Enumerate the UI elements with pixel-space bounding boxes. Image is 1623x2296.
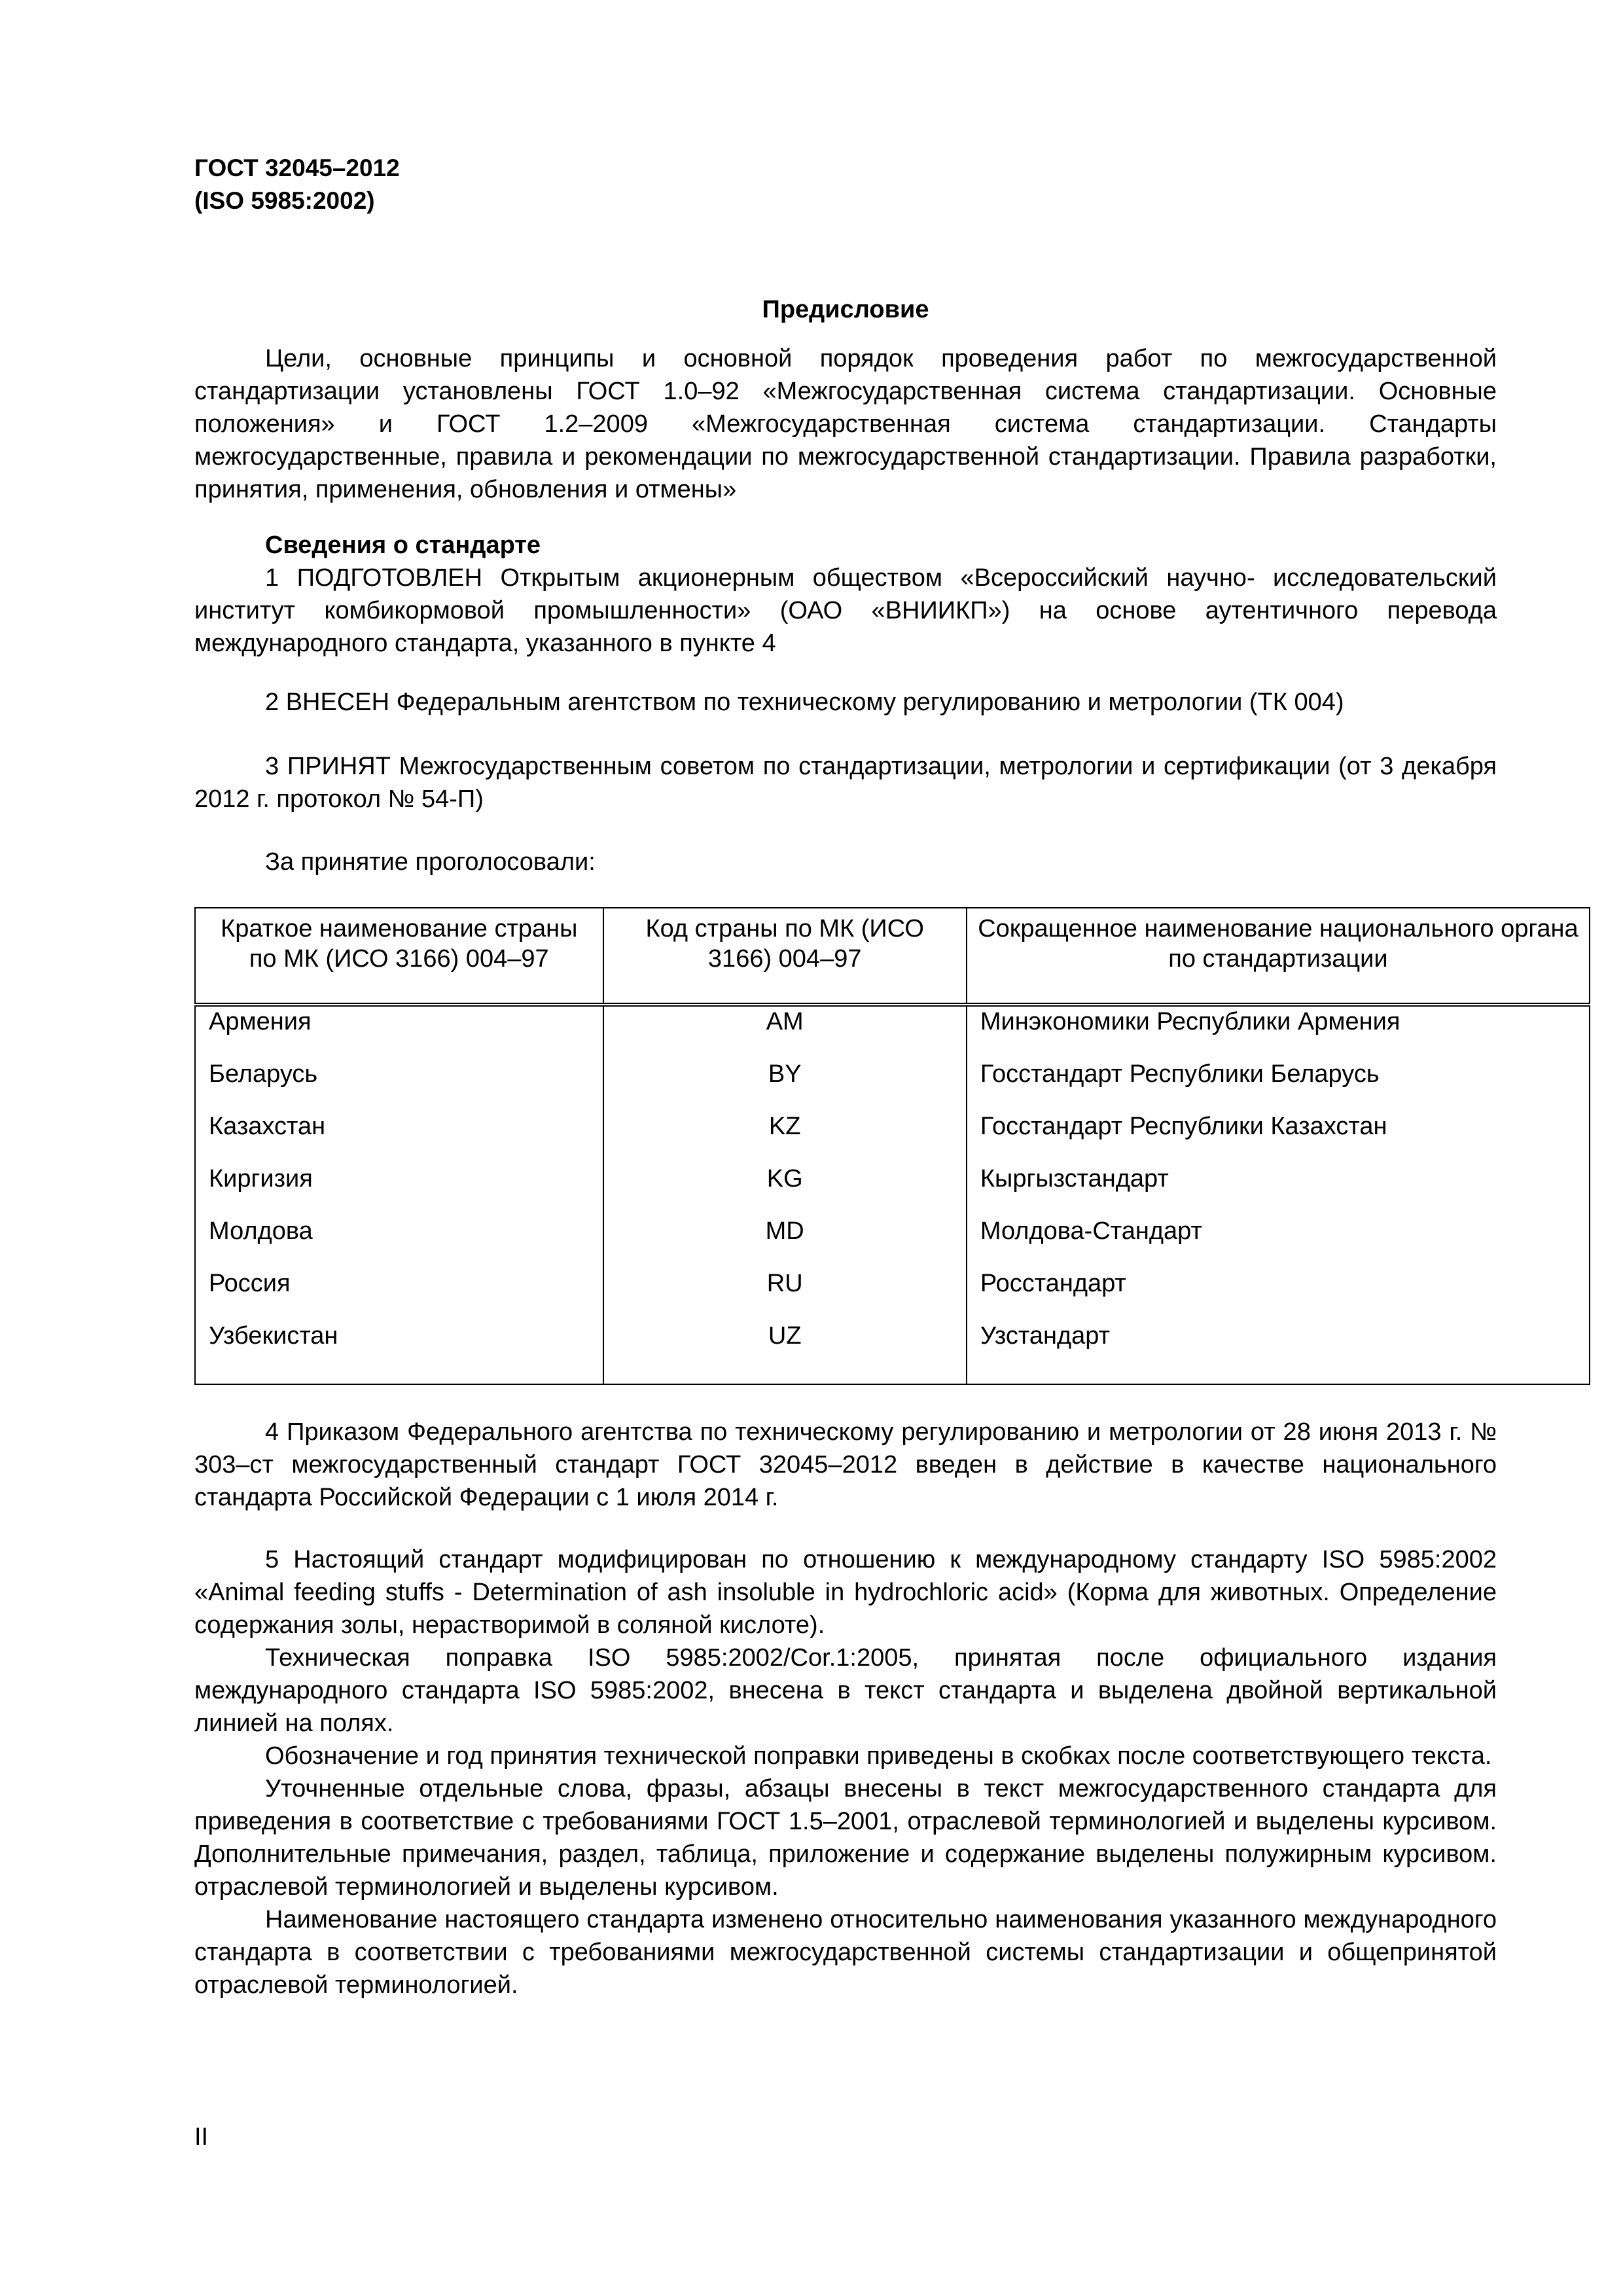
about-block [194, 529, 1497, 660]
document-header [194, 152, 400, 217]
intro-paragraph: Цели, основные принципы и основной порядок проведения работ по межгосударственной стандартизации установлены ГОСТ 1.0–92 «Межгосударственная система стандартизации. Основные положения» и ГОСТ 1.2–2009 «Межгосударственная система стандартизации. Стандарты межгосударственные, правила и рекомендации по межгосударственной стандартизации. Правила разработки, принятия, применения, обновления и отмены» [194, 345, 1497, 503]
country-name: Беларусь [195, 1059, 603, 1111]
country-name: Россия [195, 1268, 603, 1321]
item-4-block [194, 1416, 1497, 1514]
page-title: Предисловие [762, 296, 929, 323]
national-authority: Кыргызстандарт [967, 1164, 1590, 1216]
country-name: Казахстан [195, 1111, 603, 1164]
item-2-block [194, 686, 1497, 719]
document-page [194, 0, 1578, 2296]
country-code: BY [603, 1059, 967, 1111]
page-number: II [194, 2123, 209, 2151]
national-authority: Молдова-Стандарт [967, 1216, 1590, 1268]
country-name: Узбекистан [195, 1321, 603, 1384]
voting-table [194, 907, 1590, 1385]
item-3-block [194, 750, 1497, 816]
standard-number: ГОСТ 32045–2012 [194, 154, 400, 181]
voted-block [194, 846, 1497, 878]
column-header-authority: Сокращенное наименование национального органа по стандартизации [967, 908, 1590, 1005]
country-name: Армения [195, 1005, 603, 1059]
table-row [195, 1268, 1590, 1321]
table-row [195, 1216, 1590, 1268]
intro-block [194, 342, 1497, 506]
table-row [195, 1111, 1590, 1164]
table-header-row [195, 908, 1590, 1005]
national-authority: Минэкономики Республики Армения [967, 1005, 1590, 1059]
country-code: RU [603, 1268, 967, 1321]
item-3-paragraph: 3 ПРИНЯТ Межгосударственным советом по стандартизации, метрологии и сертификации (от 3 декабря 2012 г. протокол № 54-П) [194, 753, 1497, 813]
country-code: UZ [603, 1321, 967, 1384]
item-5-block [194, 1543, 1497, 2001]
iso-reference: (ISO 5985:2002) [194, 187, 375, 214]
table-row [195, 1164, 1590, 1216]
clarified-paragraph: Уточненные отдельные слова, фразы, абзацы внесены в текст межгосударственного стандарта для приведения в соответствие с требованиями ГОСТ 1.5–2001, отраслевой терминологией и выделены курсивом. Дополнительные примечания, раздел, таблица, приложение и содержание выделены полужирным курсивом. отраслевой терминологией и выделены курсивом. [194, 1775, 1497, 1901]
voted-label: За принятие проголосовали: [265, 848, 596, 876]
name-change-paragraph: Наименование настоящего стандарта изменено относительно наименования указанного международного стандарта в соответствии с требованиями межгосударственной системы стандартизации и общепринятой отраслевой терминологией. [194, 1906, 1497, 1999]
country-code: MD [603, 1216, 967, 1268]
country-code: AM [603, 1005, 967, 1059]
country-code: KZ [603, 1111, 967, 1164]
country-name: Молдова [195, 1216, 603, 1268]
item-4-paragraph: 4 Приказом Федерального агентства по техническому регулированию и метрологии от 28 июня 2013 г. № 303–ст межгосударственный стандарт ГОСТ 32045–2012 введен в действие в качестве национального стандарта Российской Федерации с 1 июля 2014 г. [194, 1418, 1497, 1511]
correction-paragraph: Техническая поправка ISO 5985:2002/Cor.1:2005, принятая после официального издания международного стандарта ISO 5985:2002, внесена в текст стандарта и выделена двойной вертикальной линией на полях. [194, 1644, 1497, 1737]
national-authority: Узстандарт [967, 1321, 1590, 1384]
table-row [195, 1005, 1590, 1059]
country-name: Киргизия [195, 1164, 603, 1216]
column-header-country: Краткое наименование страны по МК (ИСО 3166) 004–97 [195, 908, 603, 1005]
national-authority: Росстандарт [967, 1268, 1590, 1321]
national-authority: Госстандарт Республики Беларусь [967, 1059, 1590, 1111]
column-header-code: Код страны по МК (ИСО 3166) 004–97 [603, 908, 967, 1005]
item-1-paragraph: 1 ПОДГОТОВЛЕН Открытым акционерным обществом «Всероссийский научно- исследовательский институт комбикормовой промышленности» (ОАО «ВНИИКП») на основе аутентичного перевода международного стандарта, указанного в пункте 4 [194, 564, 1497, 657]
country-code: KG [603, 1164, 967, 1216]
table-row [195, 1321, 1590, 1384]
about-heading: Сведения о стандарте [265, 531, 541, 559]
table-row [195, 1059, 1590, 1111]
item-2-paragraph: 2 ВНЕСЕН Федеральным агентством по техническому регулированию и метрологии (ТК 004) [265, 689, 1344, 716]
designation-paragraph: Обозначение и год принятия технической поправки приведены в скобках после соответствующего текста. [265, 1742, 1492, 1770]
national-authority: Госстандарт Республики Казахстан [967, 1111, 1590, 1164]
item-5-paragraph: 5 Настоящий стандарт модифицирован по отношению к международному стандарту ISO 5985:2002 «Animal feeding stuffs - Determination of ash insoluble in hydrochloric acid» (Корма для животных. Определение содержания золы, нерастворимой в соляной кислоте). [194, 1546, 1497, 1639]
